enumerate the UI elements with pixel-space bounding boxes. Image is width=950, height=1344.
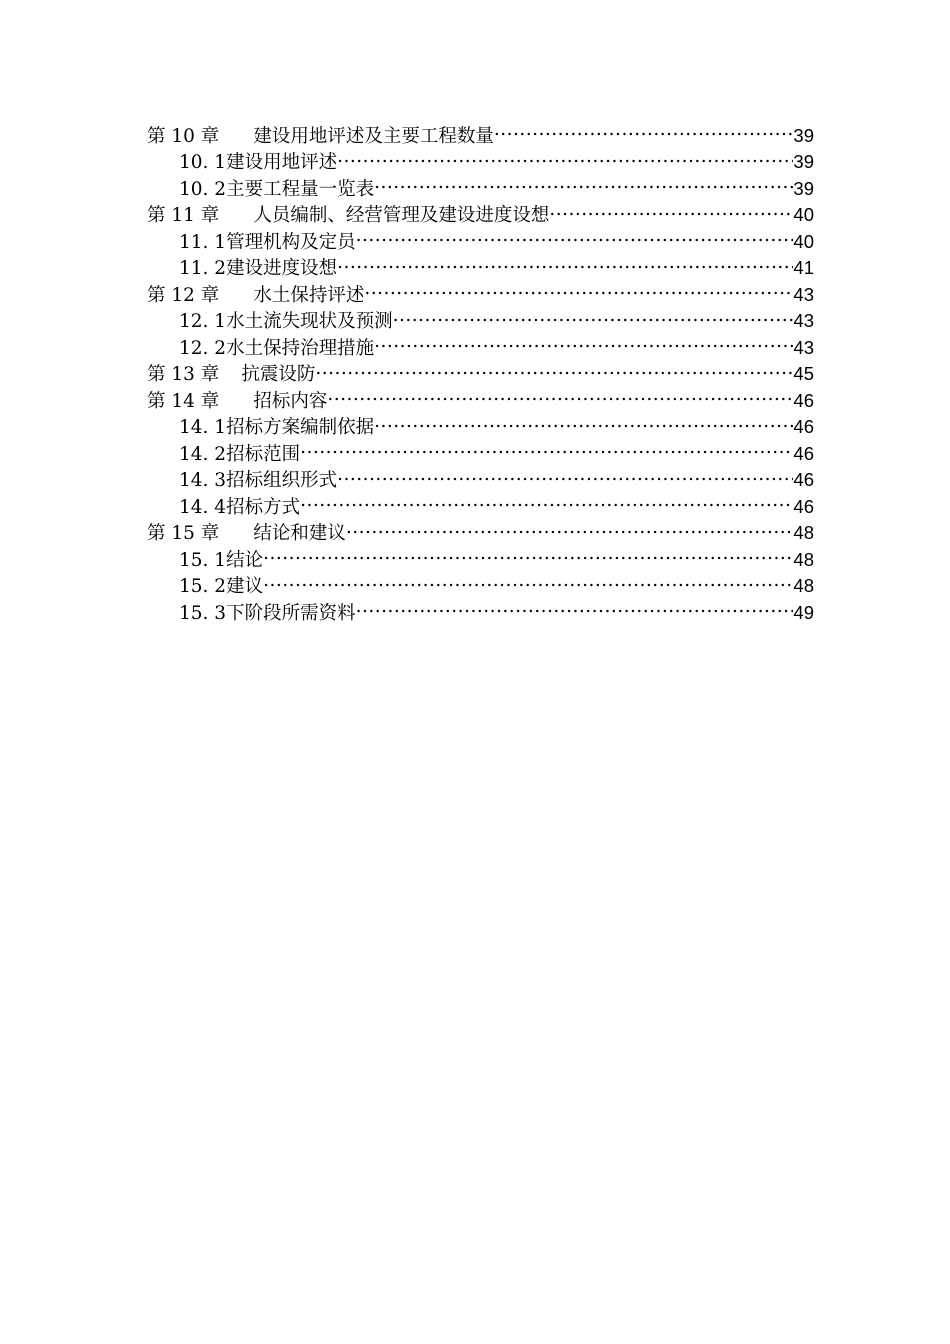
page-number: 39 xyxy=(793,177,814,199)
toc-entry[interactable] xyxy=(147,539,814,571)
entry-title: 结论和建议 xyxy=(253,523,346,544)
dot-leader xyxy=(263,539,793,566)
entry-title: 招标范围 xyxy=(226,443,301,465)
page-number: 46 xyxy=(793,389,814,411)
dot-leader xyxy=(374,327,793,354)
page-number: 46 xyxy=(793,495,814,517)
entry-title: 建议 xyxy=(226,576,264,597)
entry-title: 主要工程量一览表 xyxy=(226,178,375,200)
toc-entry[interactable] xyxy=(147,142,814,173)
entry-title: 招标方式 xyxy=(226,496,301,518)
entry-title: 招标组织形式 xyxy=(226,470,338,491)
section-number: 12. 2 xyxy=(179,337,227,359)
page-number: 46 xyxy=(793,469,814,490)
page-number: 46 xyxy=(793,416,814,437)
section-number: 15. 3 xyxy=(179,602,227,624)
dot-leader xyxy=(315,354,793,381)
dot-leader xyxy=(337,460,793,487)
dot-leader xyxy=(327,380,793,407)
toc-entry[interactable] xyxy=(147,221,814,253)
chapter-number: 第 13 章 xyxy=(147,364,220,385)
entry-title: 建设用地评述 xyxy=(226,152,338,173)
dot-leader xyxy=(364,274,793,301)
section-number: 10. 2 xyxy=(179,178,227,200)
section-number: 14. 4 xyxy=(179,496,227,518)
dot-leader xyxy=(263,566,793,593)
chapter-number: 第 15 章 xyxy=(147,523,220,544)
entry-title: 招标内容 xyxy=(253,390,328,412)
page-number: 46 xyxy=(793,442,814,464)
entry-title: 建设用地评述及主要工程数量 xyxy=(253,125,494,147)
section-number: 14. 1 xyxy=(179,417,227,438)
section-number: 14. 3 xyxy=(179,470,227,491)
page-number: 48 xyxy=(793,522,814,543)
section-number: 12. 1 xyxy=(179,311,227,332)
page-number: 40 xyxy=(793,230,814,252)
toc-entry[interactable] xyxy=(147,407,814,438)
page-number: 48 xyxy=(793,548,814,570)
entry-title: 招标方案编制依据 xyxy=(226,417,375,438)
dot-leader xyxy=(393,301,794,328)
page-number: 41 xyxy=(793,257,814,278)
dot-leader xyxy=(494,115,794,142)
page-number: 43 xyxy=(793,283,814,305)
chapter-number: 第 12 章 xyxy=(147,284,220,306)
toc-entry[interactable] xyxy=(147,115,814,147)
dot-leader xyxy=(356,221,794,248)
dot-leader xyxy=(374,407,793,434)
dot-leader xyxy=(346,513,794,540)
page-number: 43 xyxy=(793,310,814,331)
dot-leader xyxy=(300,486,793,513)
chapter-number: 第 10 章 xyxy=(147,125,220,147)
dot-leader xyxy=(356,592,794,619)
section-number: 15. 1 xyxy=(179,549,227,571)
entry-title: 水土保持评述 xyxy=(253,284,365,306)
entry-title: 建设进度设想 xyxy=(226,258,338,279)
toc-entry[interactable] xyxy=(147,301,814,332)
page-number: 48 xyxy=(793,575,814,596)
dot-leader xyxy=(337,248,793,275)
dot-leader xyxy=(374,168,793,195)
dot-leader xyxy=(300,433,793,460)
page-number: 39 xyxy=(793,124,814,146)
page-number: 45 xyxy=(793,363,814,384)
section-number: 11. 1 xyxy=(179,231,227,253)
page-number: 40 xyxy=(793,204,814,225)
entry-title: 结论 xyxy=(226,549,264,571)
section-number: 11. 2 xyxy=(179,258,227,279)
entry-title: 人员编制、经营管理及建设进度设想 xyxy=(253,205,550,226)
section-number: 15. 2 xyxy=(179,576,227,597)
entry-title: 下阶段所需资料 xyxy=(226,602,356,624)
entry-title: 抗震设防 xyxy=(241,364,316,385)
entry-title: 管理机构及定员 xyxy=(226,231,356,253)
entry-title: 水土流失现状及预测 xyxy=(226,311,393,332)
entry-title: 水土保持治理措施 xyxy=(226,337,375,359)
section-number: 10. 1 xyxy=(179,152,227,173)
chapter-number: 第 11 章 xyxy=(147,205,220,226)
dot-leader xyxy=(337,142,793,169)
section-number: 14. 2 xyxy=(179,443,227,465)
dot-leader xyxy=(549,195,793,222)
page-number: 43 xyxy=(793,336,814,358)
page-number: 49 xyxy=(793,601,814,623)
table-of-contents xyxy=(147,115,814,624)
page-number: 39 xyxy=(793,151,814,172)
chapter-number: 第 14 章 xyxy=(147,390,220,412)
